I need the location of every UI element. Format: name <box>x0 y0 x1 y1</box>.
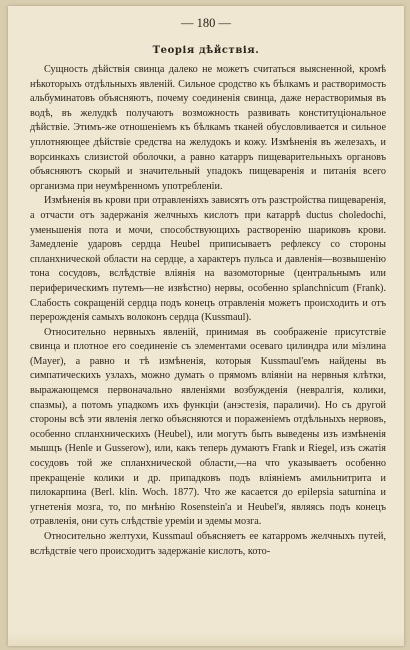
paragraph-jaundice: Относительно желтухи, Kussmaul объясняетъ ее катарромъ желчныхъ путей, вслѣдствіе чего происходитъ задержаніе кислотъ, кото- <box>30 531 386 557</box>
paragraph-blood-changes: Измѣненія въ крови при отравленіяхъ зависятъ отъ разстройства пищеваренія, а отчасти отъ задержанія желчныхъ кислотъ при катаррѣ ductus choledochi, уменьшенія пота и мочи, способствующихъ растворенію шариковъ крови. Замедленіе ударовъ сердца Heubel приписываетъ рефлексу со стороны спланхнической области на сердце, а характеръ пульса и давленія—возвышенію тона сосудовъ, вслѣдствіе вліянія на вазомоторные (центральнымъ или периферическимъ путемъ—не извѣстно) нервы, особенно splanchnicum (Frank). Слабость сокращеній сердца подъ конецъ отравленія можетъ происходить и отъ перерожденія самыхъ волоконъ сердца (Kussmaul). <box>30 195 386 324</box>
paragraph-mechanism: Сущность дѣйствія свинца далеко не можетъ считаться выясненной, кромѣ нѣкоторыхъ отдѣльныхъ явленій. Сильное сродство къ бѣлкамъ и растворимость альбуминатовъ объясняютъ, почему соединенія свинца, даже нерастворимыя въ водѣ, въ желудкѣ получаютъ возможность развивать конституціональное дѣйствіе. Этимъ-же отношеніемъ къ бѣлкамъ тканей обусловливается и сильное уплотняющее дѣйствіе средства на желудокъ и кожу. Измѣненія въ железахъ, и ворсинкахъ слизистой оболочки, а равно катарръ пищеварительныхъ органовъ объясняютъ скорый и значительный упадокъ пищеваренія и питанія всего организма при неумѣренномъ употребленіи. <box>30 64 386 192</box>
section-title: Теорія дѣйствія. <box>152 45 260 56</box>
page-bottom-shade <box>8 632 404 646</box>
page-body <box>30 63 386 559</box>
book-page <box>8 6 404 646</box>
page-number: — 180 — <box>181 16 231 30</box>
paragraph-nervous-phenomena: Относительно нервныхъ явленій, принимая въ соображеніе присутствіе свинца и плотное его соединеніе съ элементами осеваго цилиндра или міэлина (Mayer), а равно и тѣ измѣненія, которыя Kussmaul'емъ найдены въ симпатическихъ узлахъ, можно думать о прямомъ вліяніи на нервныя клѣтки, выражающемся первоначально явленіями возбужденія (невралгія, колики, спазмы), а потомъ упадкомъ ихъ функціи (анэстезія, параличи). Но съ другой стороны всѣ эти явленія легко объясняются и пораженіемъ отдѣльныхъ нервовъ, особенно спланхническихъ (Heubel), или могутъ быть выведены изъ измѣненія мышцъ (Henle и Gusserow), или, какъ теперь думаютъ Frank и Riegel, изъ сжатія сосудовъ той же спланхнической области,—на что указываетъ особенно прекращеніе колики и др. припадковъ подъ вліяніемъ амильнитрита и пилокарпина (Berl. klin. Woch. 1877). Что же касается до epilepsia saturnina и угнетенія мозга, то, по мнѣнію Rosenstein'а и Heubel'я, являясь подъ конецъ отравленія, они суть слѣдствіе уреміи и эдемы мозга. <box>30 326 386 528</box>
